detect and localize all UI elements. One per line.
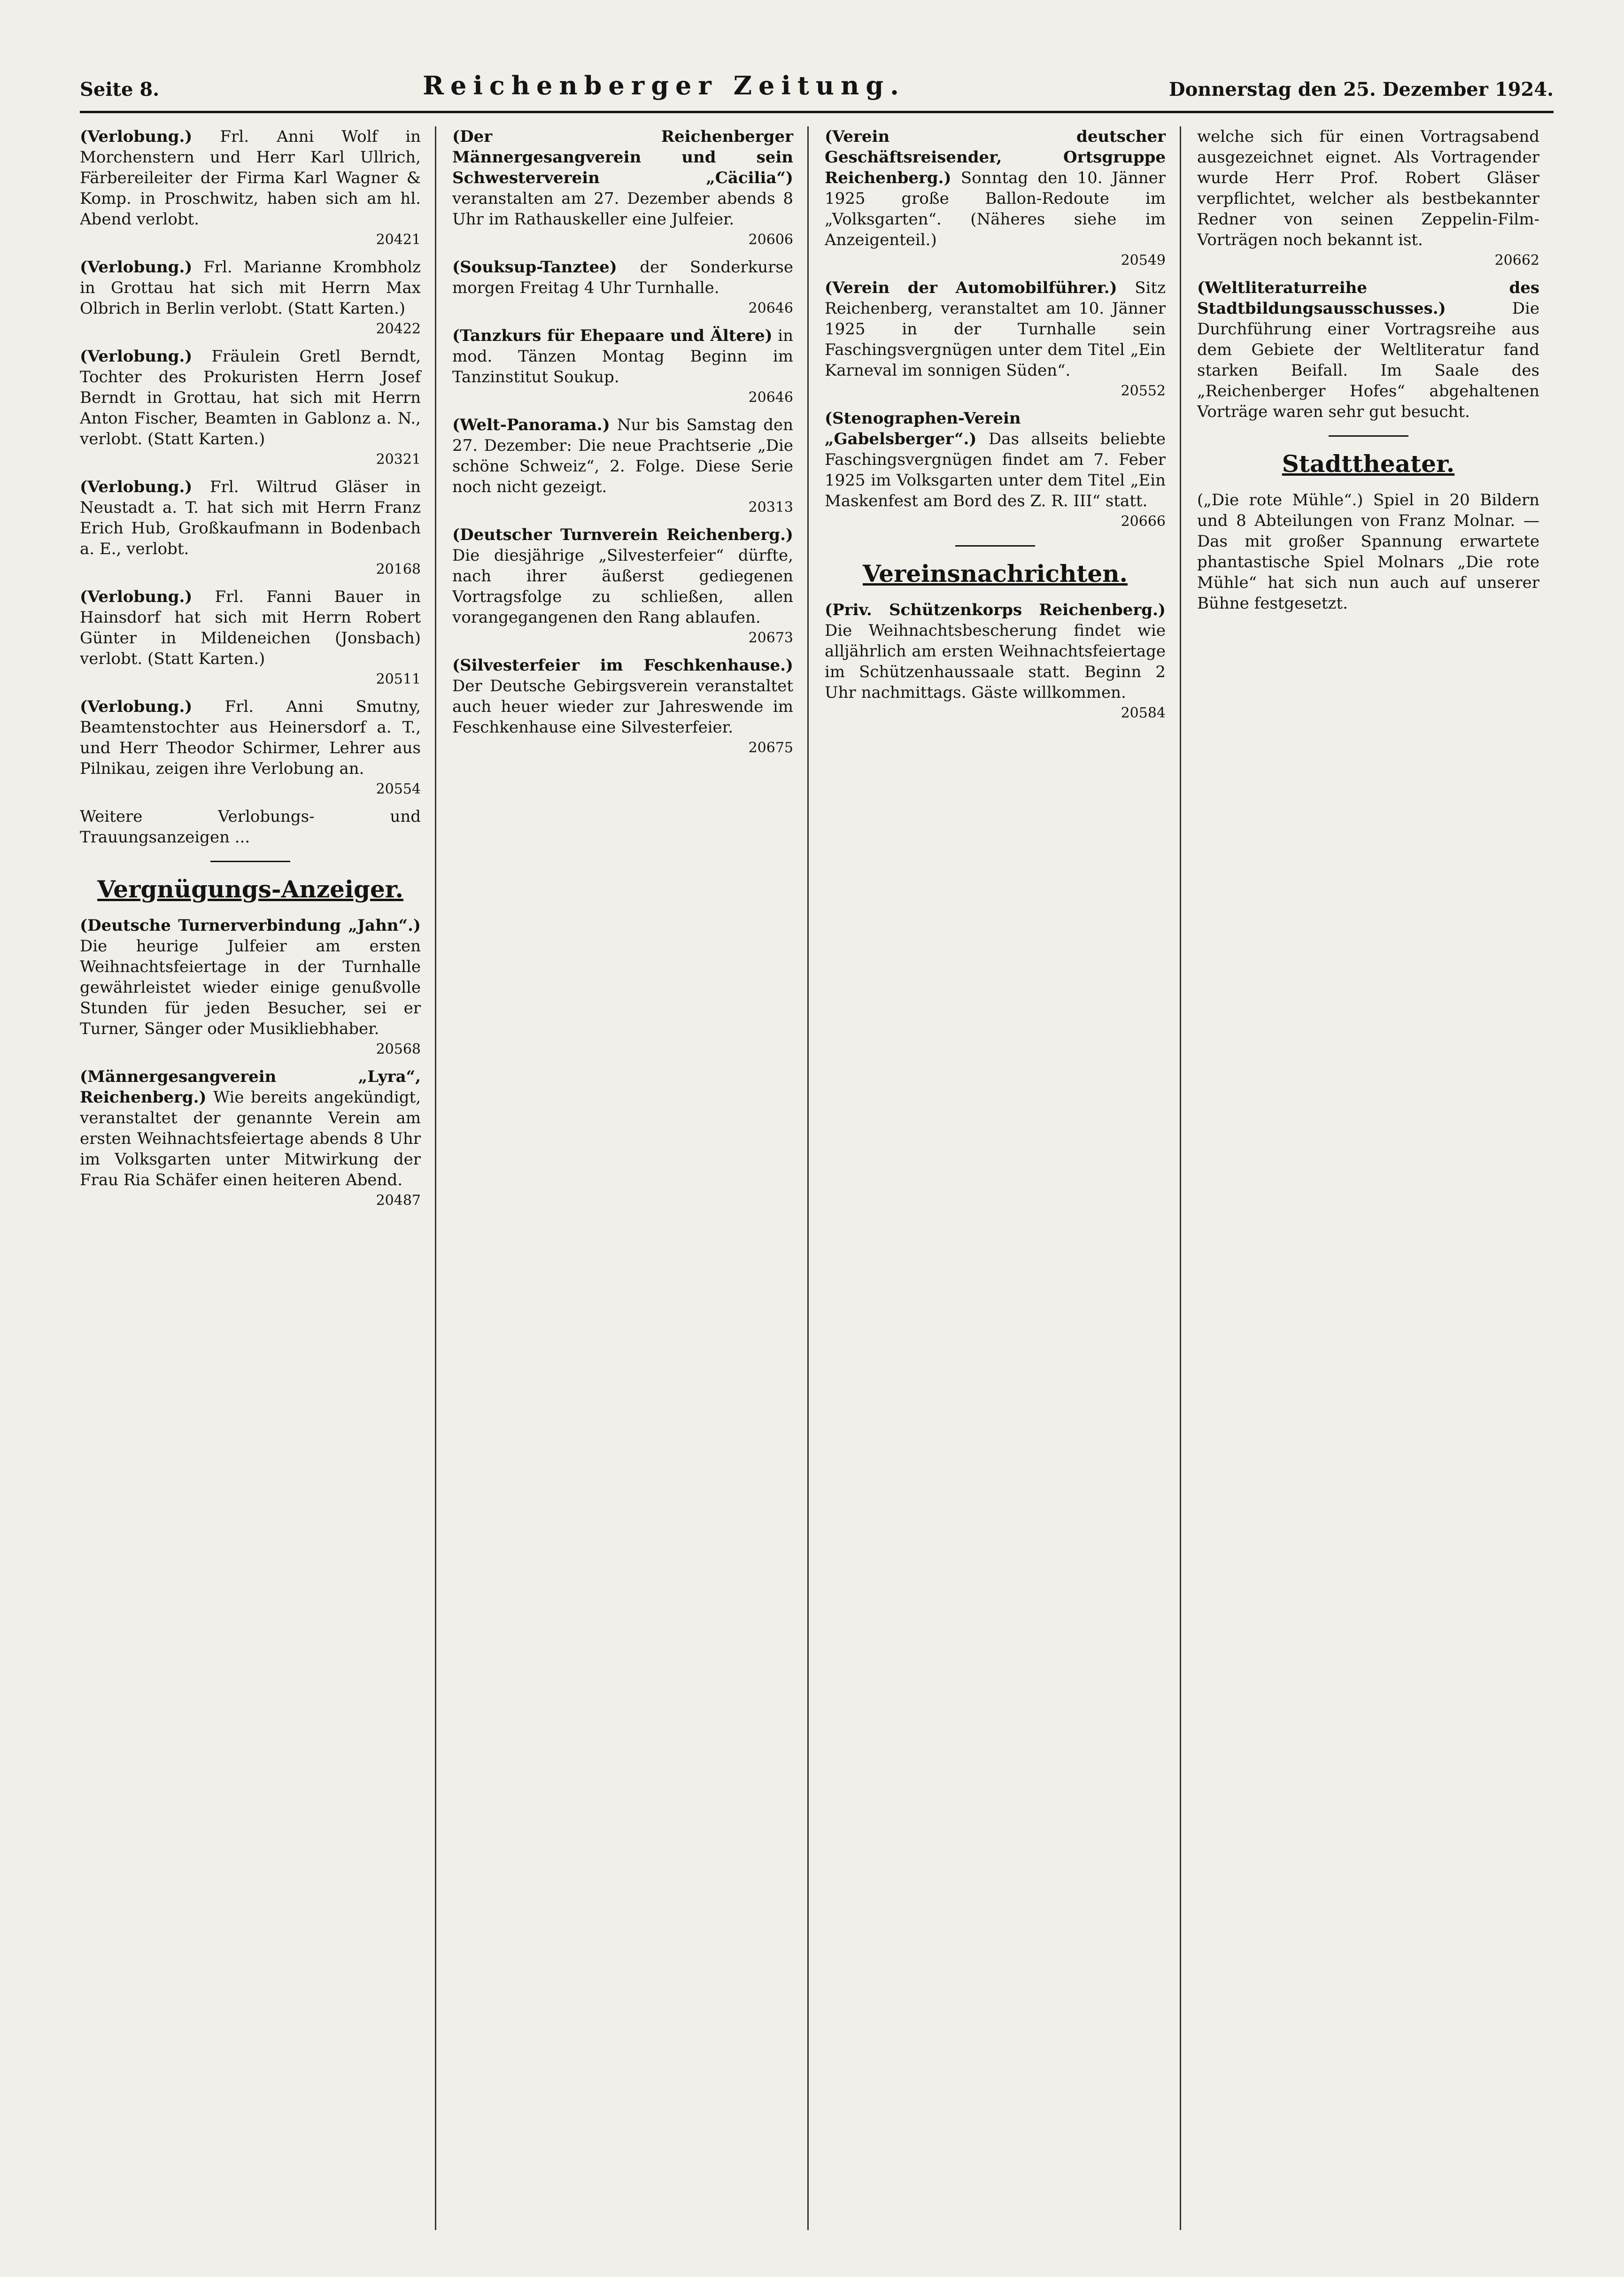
- notice-text: veranstalten am 27. Dezember abends 8 Uhr im Rathauskeller eine Julfeier.: [452, 189, 793, 229]
- notice-number: 20168: [376, 561, 421, 578]
- notice-text: Der Deutsche Gebirgsverein veranstaltet auch heuer wieder zur Jahreswende im Feschkenhause eine Silvesterfeier.: [452, 677, 793, 737]
- notice-number: 20552: [1121, 383, 1166, 399]
- notice-text: Frl. Marianne Krombholz in Grottau hat sich mit Herrn Max Olbrich in Berlin verlobt. (Statt Karten.): [80, 258, 421, 318]
- notice-text: Frl. Anni Wolf in Morchenstern und Herr Karl Ullrich, Färbereileiter der Firma Karl Wagner & Komp. in Proschwitz, haben sich am hl. Abend verlobt.: [80, 127, 421, 229]
- notice-text: der Sonderkurse morgen Freitag 4 Uhr Turnhalle.: [452, 258, 793, 297]
- notice: [825, 278, 1166, 401]
- notice-heading: (Weltliteraturreihe des Stadtbildungsausschusses.): [1197, 278, 1539, 318]
- notice-text: Weitere Verlobungs- und Trauungsanzeigen ...: [80, 807, 421, 847]
- notice: [80, 1066, 421, 1211]
- section-title: Stadttheater.: [1282, 450, 1455, 478]
- notice-heading: (Verlobung.): [80, 347, 193, 366]
- notice: [452, 655, 793, 758]
- section-rule: [210, 861, 290, 862]
- notice: [1197, 490, 1539, 614]
- notice: [1197, 278, 1539, 422]
- notice-text: Wie bereits angekündigt, veranstaltet der genannte Verein am ersten Weihnachtsfeiertage abends 8 Uhr im Volksgarten unter Mitwirkung der Frau Ria Schäfer einen heiteren Abend.: [80, 1088, 421, 1189]
- notice-text: Die Weihnachtsbescherung findet wie alljährlich am ersten Weihnachtsfeiertage im Schützenhaussaale statt. Beginn 2 Uhr nachmittags. Gäste willkommen.: [825, 621, 1166, 702]
- notice-heading: (Tanzkurs für Ehepaare und Ältere): [452, 326, 773, 345]
- notice-heading: (Stenographen-Verein „Gabelsberger“.): [825, 409, 1021, 448]
- notice-text: welche sich für einen Vortragsabend ausgezeichnet eignet. Als Vortragender wurde Herr Prof. Robert Gläser verpflichtet, welcher als bestbekannter Redner von seinen Zeppelin-Film-Vorträgen noch bekannt ist.: [1197, 127, 1539, 249]
- notice-heading: (Verein deutscher Geschäftsreisender, Ortsgruppe Reichenberg.): [825, 127, 1166, 187]
- notice-number: 20666: [1121, 513, 1166, 530]
- notice: [452, 126, 793, 250]
- notice-text: Die diesjährige „Silvesterfeier“ dürfte, nach ihrer äußerst gediegenen Vortragsfolge zu schließen, allen vorangegangenen den Rang ablaufen.: [452, 546, 793, 627]
- notice-number: 20554: [376, 781, 421, 797]
- notice-number: 20313: [748, 499, 793, 516]
- notice-number: 20606: [748, 232, 793, 248]
- notice-text: in mod. Tänzen Montag Beginn im Tanzinstitut Soukup.: [452, 326, 793, 386]
- notice-number: 20511: [376, 671, 421, 687]
- notice: [825, 600, 1166, 724]
- issue-date: Donnerstag den 25. Dezember 1924.: [1168, 78, 1554, 100]
- notice-number: 20321: [376, 451, 421, 468]
- notice: [825, 126, 1166, 271]
- notice-text: Die heurige Julfeier am ersten Weihnachtsfeiertage in der Turnhalle gewährleistet wieder einige genußvolle Stunden für jeden Besucher, sei er Turner, Sänger oder Musikliebhaber.: [80, 937, 421, 1038]
- notice: [1197, 126, 1539, 271]
- notice-text: Die Durchführung einer Vortragsreihe aus dem Gebiete der Weltliteratur fand starken Beifall. Im Saale des „Reichenberger Hofes“ abgehaltenen Vorträge waren sehr gut besucht.: [1197, 299, 1539, 421]
- notice-number: 20584: [1121, 705, 1166, 721]
- notice-text: („Die rote Mühle“.) Spiel in 20 Bildern und 8 Abteilungen von Franz Molnar. — Das mit großer Spannung erwartete phantastische Spiel Molnars „Die rote Mühle“ hat sich nun auch auf unserer Bühne festgesetzt.: [1197, 491, 1539, 613]
- notice-text: Frl. Wiltrud Gläser in Neustadt a. T. hat sich mit Herrn Franz Erich Hub, Großkaufmann in Bodenbach a. E., verlobt.: [80, 478, 421, 558]
- notice-heading: (Souksup-Tanztee): [452, 258, 617, 277]
- notice-heading: (Deutscher Turnverein Reichenberg.): [452, 525, 793, 544]
- notice-number: 20568: [376, 1041, 421, 1057]
- notice: [80, 696, 421, 800]
- notice-text: Fräulein Gretl Berndt, Tochter des Prokuristen Herrn Josef Berndt in Grottau, hat sich mit Herrn Anton Fischer, Beamten in Gablonz a. N., verlobt. (Statt Karten.): [80, 347, 421, 448]
- notice-number: 20549: [1121, 252, 1166, 269]
- section-rule: [955, 545, 1035, 547]
- notice-number: 20646: [748, 300, 793, 316]
- notice-heading: (Verlobung.): [80, 587, 193, 606]
- notice-text: Sitz Reichenberg, veranstaltet am 10. Jänner 1925 in der Turnhalle sein Faschingsvergnügen unter dem Titel „Ein Karneval im sonnigen Süden“.: [825, 278, 1166, 380]
- notice-heading: (Verlobung.): [80, 478, 193, 496]
- notice-heading: (Deutsche Turnerverbindung „Jahn“.): [80, 916, 421, 935]
- notice-heading: (Verlobung.): [80, 127, 193, 146]
- notice: [825, 408, 1166, 532]
- notice: [452, 325, 793, 408]
- notice-number: 20646: [748, 389, 793, 406]
- notice-heading: (Welt-Panorama.): [452, 416, 610, 434]
- notice: [452, 525, 793, 648]
- notice-text: Das allseits beliebte Faschingsvergnügen findet am 7. Feber 1925 im Volksgarten unter dem Titel „Ein Maskenfest am Bord des Z. R. III“ statt.: [825, 430, 1166, 510]
- notice-heading: (Verlobung.): [80, 697, 193, 716]
- notice: [80, 346, 421, 470]
- page-number: Seite 8.: [80, 78, 160, 100]
- section-rule: [1329, 435, 1408, 437]
- notice-text: Frl. Fanni Bauer in Hainsdorf hat sich mit Herrn Robert Günter in Mildeneichen (Jonsbach) verlobt. (Statt Karten.): [80, 587, 421, 668]
- section-title: Vereinsnachrichten.: [862, 560, 1128, 587]
- column-4: [1197, 126, 1554, 2230]
- columns: [80, 126, 1554, 2230]
- section-title: Vergnügungs-Anzeiger.: [97, 875, 403, 903]
- newspaper-title: Reichenberger Zeitung.: [423, 70, 905, 100]
- notice-number: 20487: [376, 1192, 421, 1209]
- notice: [80, 257, 421, 340]
- notice: [452, 415, 793, 518]
- notice: [80, 477, 421, 580]
- notice: [80, 915, 421, 1060]
- notice-heading: (Männergesangverein „Lyra“, Reichenberg.): [80, 1067, 421, 1107]
- notice: [80, 587, 421, 690]
- notice-number: 20673: [748, 630, 793, 646]
- notice-number: 20421: [376, 232, 421, 248]
- notice-heading: (Silvesterfeier im Feschkenhause.): [452, 656, 793, 675]
- notice-text: Frl. Anni Smutny, Beamtenstochter aus Heinersdorf a. T., und Herr Theodor Schirmer, Lehrer aus Pilnikau, zeigen ihre Verlobung an.: [80, 697, 421, 778]
- notice-heading: (Verlobung.): [80, 258, 193, 277]
- column-2: [452, 126, 809, 2230]
- notice: [452, 257, 793, 319]
- notice-number: 20675: [748, 740, 793, 756]
- notice-number: 20662: [1494, 252, 1539, 269]
- column-1: [80, 126, 436, 2230]
- masthead: [80, 70, 1554, 113]
- notice-heading: (Priv. Schützenkorps Reichenberg.): [825, 601, 1166, 619]
- notice-heading: (Der Reichenberger Männergesangverein und sein Schwesterverein „Cäcilia“): [452, 127, 793, 187]
- column-3: [825, 126, 1181, 2230]
- notice-text: Sonntag den 10. Jänner 1925 große Ballon-Redoute im „Volksgarten“. (Näheres siehe im Anzeigenteil.): [825, 169, 1166, 249]
- notice: [80, 126, 421, 250]
- notice-text: Nur bis Samstag den 27. Dezember: Die neue Prachtserie „Die schöne Schweiz“, 2. Folge. Diese Serie noch nicht gezeigt.: [452, 416, 793, 496]
- notice-number: 20422: [376, 321, 421, 337]
- notice-heading: (Verein der Automobilführer.): [825, 278, 1117, 297]
